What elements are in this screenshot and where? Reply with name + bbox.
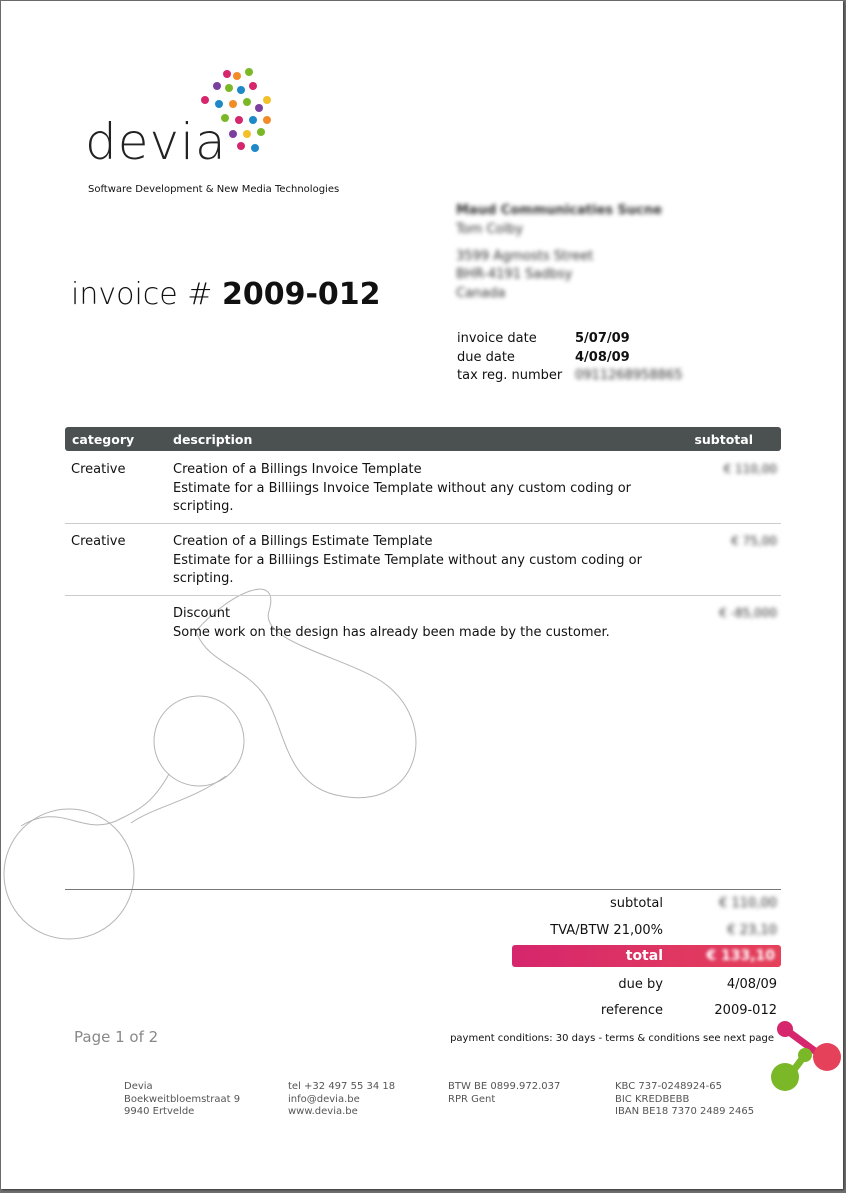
tax-reg-label: tax reg. number: [457, 368, 563, 383]
invoice-date-label: invoice date: [457, 331, 537, 346]
footer-bank: [615, 1081, 754, 1119]
footer-rpr: RPR Gent: [448, 1093, 496, 1105]
footer-email: info@devia.be: [288, 1093, 360, 1105]
footer-iban: IBAN BE18 7370 2489 2465: [615, 1106, 755, 1117]
row1-title: Creation of a Billings Invoice Template: [173, 462, 422, 477]
table-row: [173, 605, 610, 642]
brand-tagline: Software Development & New Media Technologies: [88, 184, 340, 195]
footer-bic: BIC KREDBEBB: [615, 1093, 690, 1105]
payment-conditions: payment conditions: 30 days - terms & conditions see next page: [450, 1033, 774, 1044]
table-header: [65, 427, 781, 451]
summary-divider: [65, 889, 781, 890]
client-city: BHR-4191 Sadbsy: [456, 267, 573, 282]
client-country: Canada: [456, 286, 506, 301]
header-subtotal: subtotal: [694, 432, 753, 447]
row2-category: Creative: [71, 534, 126, 549]
tax-label: TVA/BTW 21,00%: [550, 923, 663, 938]
invoice-page: [1, 1, 843, 1189]
reference-value: 2009-012: [714, 1003, 777, 1018]
invoice-date-value: 5/07/09: [575, 331, 630, 346]
header-description: description: [173, 432, 253, 447]
due-by-label: due by: [618, 977, 663, 992]
invoice-title-prefix: invoice #: [71, 277, 213, 312]
due-by-value: 4/08/09: [726, 977, 777, 992]
row-divider: [65, 523, 781, 524]
row3-amount: € -85,000: [719, 606, 777, 620]
row2-desc1: Estimate for a Billiings Estimate Template without any custom coding or: [173, 552, 642, 568]
footer-website: www.devia.be: [288, 1106, 358, 1117]
table-row: [173, 533, 642, 589]
subtotal-value: € 110,00: [719, 896, 777, 911]
invoice-number: 2009-012: [221, 277, 381, 312]
row1-desc1: Estimate for a Billiings Invoice Template without any custom coding or: [173, 480, 632, 496]
row3-desc1: Some work on the design has already been made by the customer.: [173, 624, 610, 640]
footer-company: Devia: [124, 1081, 153, 1092]
row1-amount: € 110,00: [723, 462, 777, 476]
reference-label: reference: [600, 1003, 663, 1018]
row2-desc2: scripting.: [173, 571, 234, 586]
row1-category: Creative: [71, 462, 126, 477]
corner-logo-icon: [767, 1019, 843, 1093]
row2-amount: € 75,00: [731, 534, 777, 548]
footer-kbc: KBC 737-0248924-65: [615, 1081, 722, 1092]
row1-desc2: scripting.: [173, 499, 234, 514]
client-company: Maud Communicaties Sucne: [456, 203, 662, 218]
subtotal-label: subtotal: [610, 896, 663, 911]
total-label: total: [625, 948, 663, 964]
footer-address: [124, 1081, 240, 1119]
brand-name: devia: [85, 113, 227, 171]
header-category: category: [72, 432, 135, 447]
total-value: € 133,10: [706, 948, 775, 964]
footer-contact: [288, 1081, 395, 1119]
client-street: 3599 Agmosts Street: [456, 249, 594, 264]
footer-registration: [448, 1081, 560, 1106]
row2-title: Creation of a Billings Estimate Template: [173, 534, 433, 549]
invoice-title: [71, 277, 381, 312]
footer-btw: BTW BE 0899.972.037: [448, 1081, 561, 1092]
table-row: [173, 461, 631, 517]
footer-city: 9940 Ertvelde: [124, 1106, 195, 1117]
footer-street: Boekweitbloemstraat 9: [124, 1093, 241, 1105]
due-date-value: 4/08/09: [575, 350, 630, 365]
total-bar: [512, 945, 781, 967]
tax-value: € 23,10: [727, 923, 777, 938]
row3-title: Discount: [173, 606, 231, 621]
client-contact: Tom Colby: [456, 222, 524, 237]
due-date-label: due date: [457, 350, 515, 365]
row-divider: [65, 595, 781, 596]
page-number: Page 1 of 2: [74, 1028, 159, 1046]
footer-tel: tel +32 497 55 34 18: [288, 1081, 396, 1092]
tax-reg-value: 0911268958865: [575, 368, 683, 383]
